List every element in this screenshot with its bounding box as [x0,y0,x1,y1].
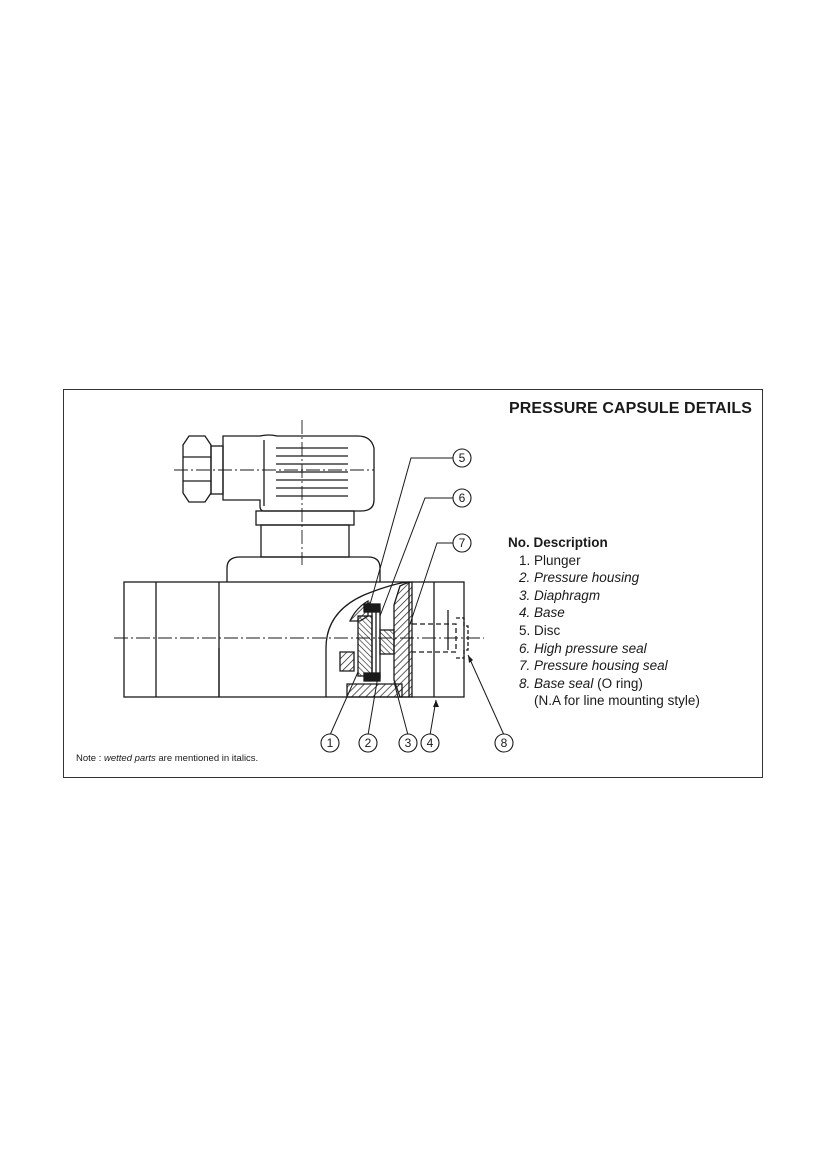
legend-item [508,604,700,622]
callout-8: 8 [500,736,508,750]
wetted-parts-note [76,753,258,764]
legend-item [508,552,700,570]
pressure-housing-section [340,652,354,671]
part-number: 1. [519,552,531,568]
callout-5: 5 [458,451,466,465]
legend-item [508,587,700,605]
callout-1: 1 [326,736,334,750]
main-body [124,582,464,697]
switch-collar [256,511,354,525]
legend-item [508,657,700,675]
note-italic: wetted parts [104,753,156,764]
callout-7: 7 [458,536,466,550]
part-number: 2. [519,570,531,586]
disc [364,604,380,612]
part-number: 3. [519,587,531,603]
legend-item [508,675,700,693]
legend-item [508,622,700,640]
part-number: 5. [519,622,531,638]
panel-title: PRESSURE CAPSULE DETAILS [508,400,752,417]
part-name: Pressure housing seal [534,658,668,674]
connector-fins [276,448,348,496]
connector-housing [223,435,374,511]
legend-header: No. Description [508,535,608,550]
base-section [394,582,412,697]
legend-item [508,640,700,658]
part-extra: (O ring) [593,675,643,691]
part-number: 6. [519,640,531,656]
connector-nut [183,436,211,502]
callout-2: 2 [364,736,372,750]
part-name: Pressure housing [534,570,640,586]
part-name: High pressure seal [534,640,647,656]
part-name: Plunger [534,552,581,568]
part-number: 8. [519,675,531,691]
part-number: 7. [519,658,531,674]
part-name: Base [534,605,565,621]
callout-4: 4 [426,736,434,750]
pressure-capsule-panel [63,389,763,778]
part-number: 4. [519,605,531,621]
switch-dome [227,557,380,582]
part-name: Disc [534,622,561,638]
note-suffix: are mentioned in italics. [155,753,259,764]
callout-6: 6 [458,491,466,505]
part-name: Diaphragm [534,587,601,603]
parts-legend [508,534,700,710]
part-name: Base seal [534,675,594,691]
switch-stem [261,525,349,557]
legend-item [508,569,700,587]
callout-3: 3 [404,736,412,750]
note-prefix: Note : [76,753,104,764]
plunger [358,616,372,676]
legend-footnote: (N.A for line mounting style) [534,693,700,709]
